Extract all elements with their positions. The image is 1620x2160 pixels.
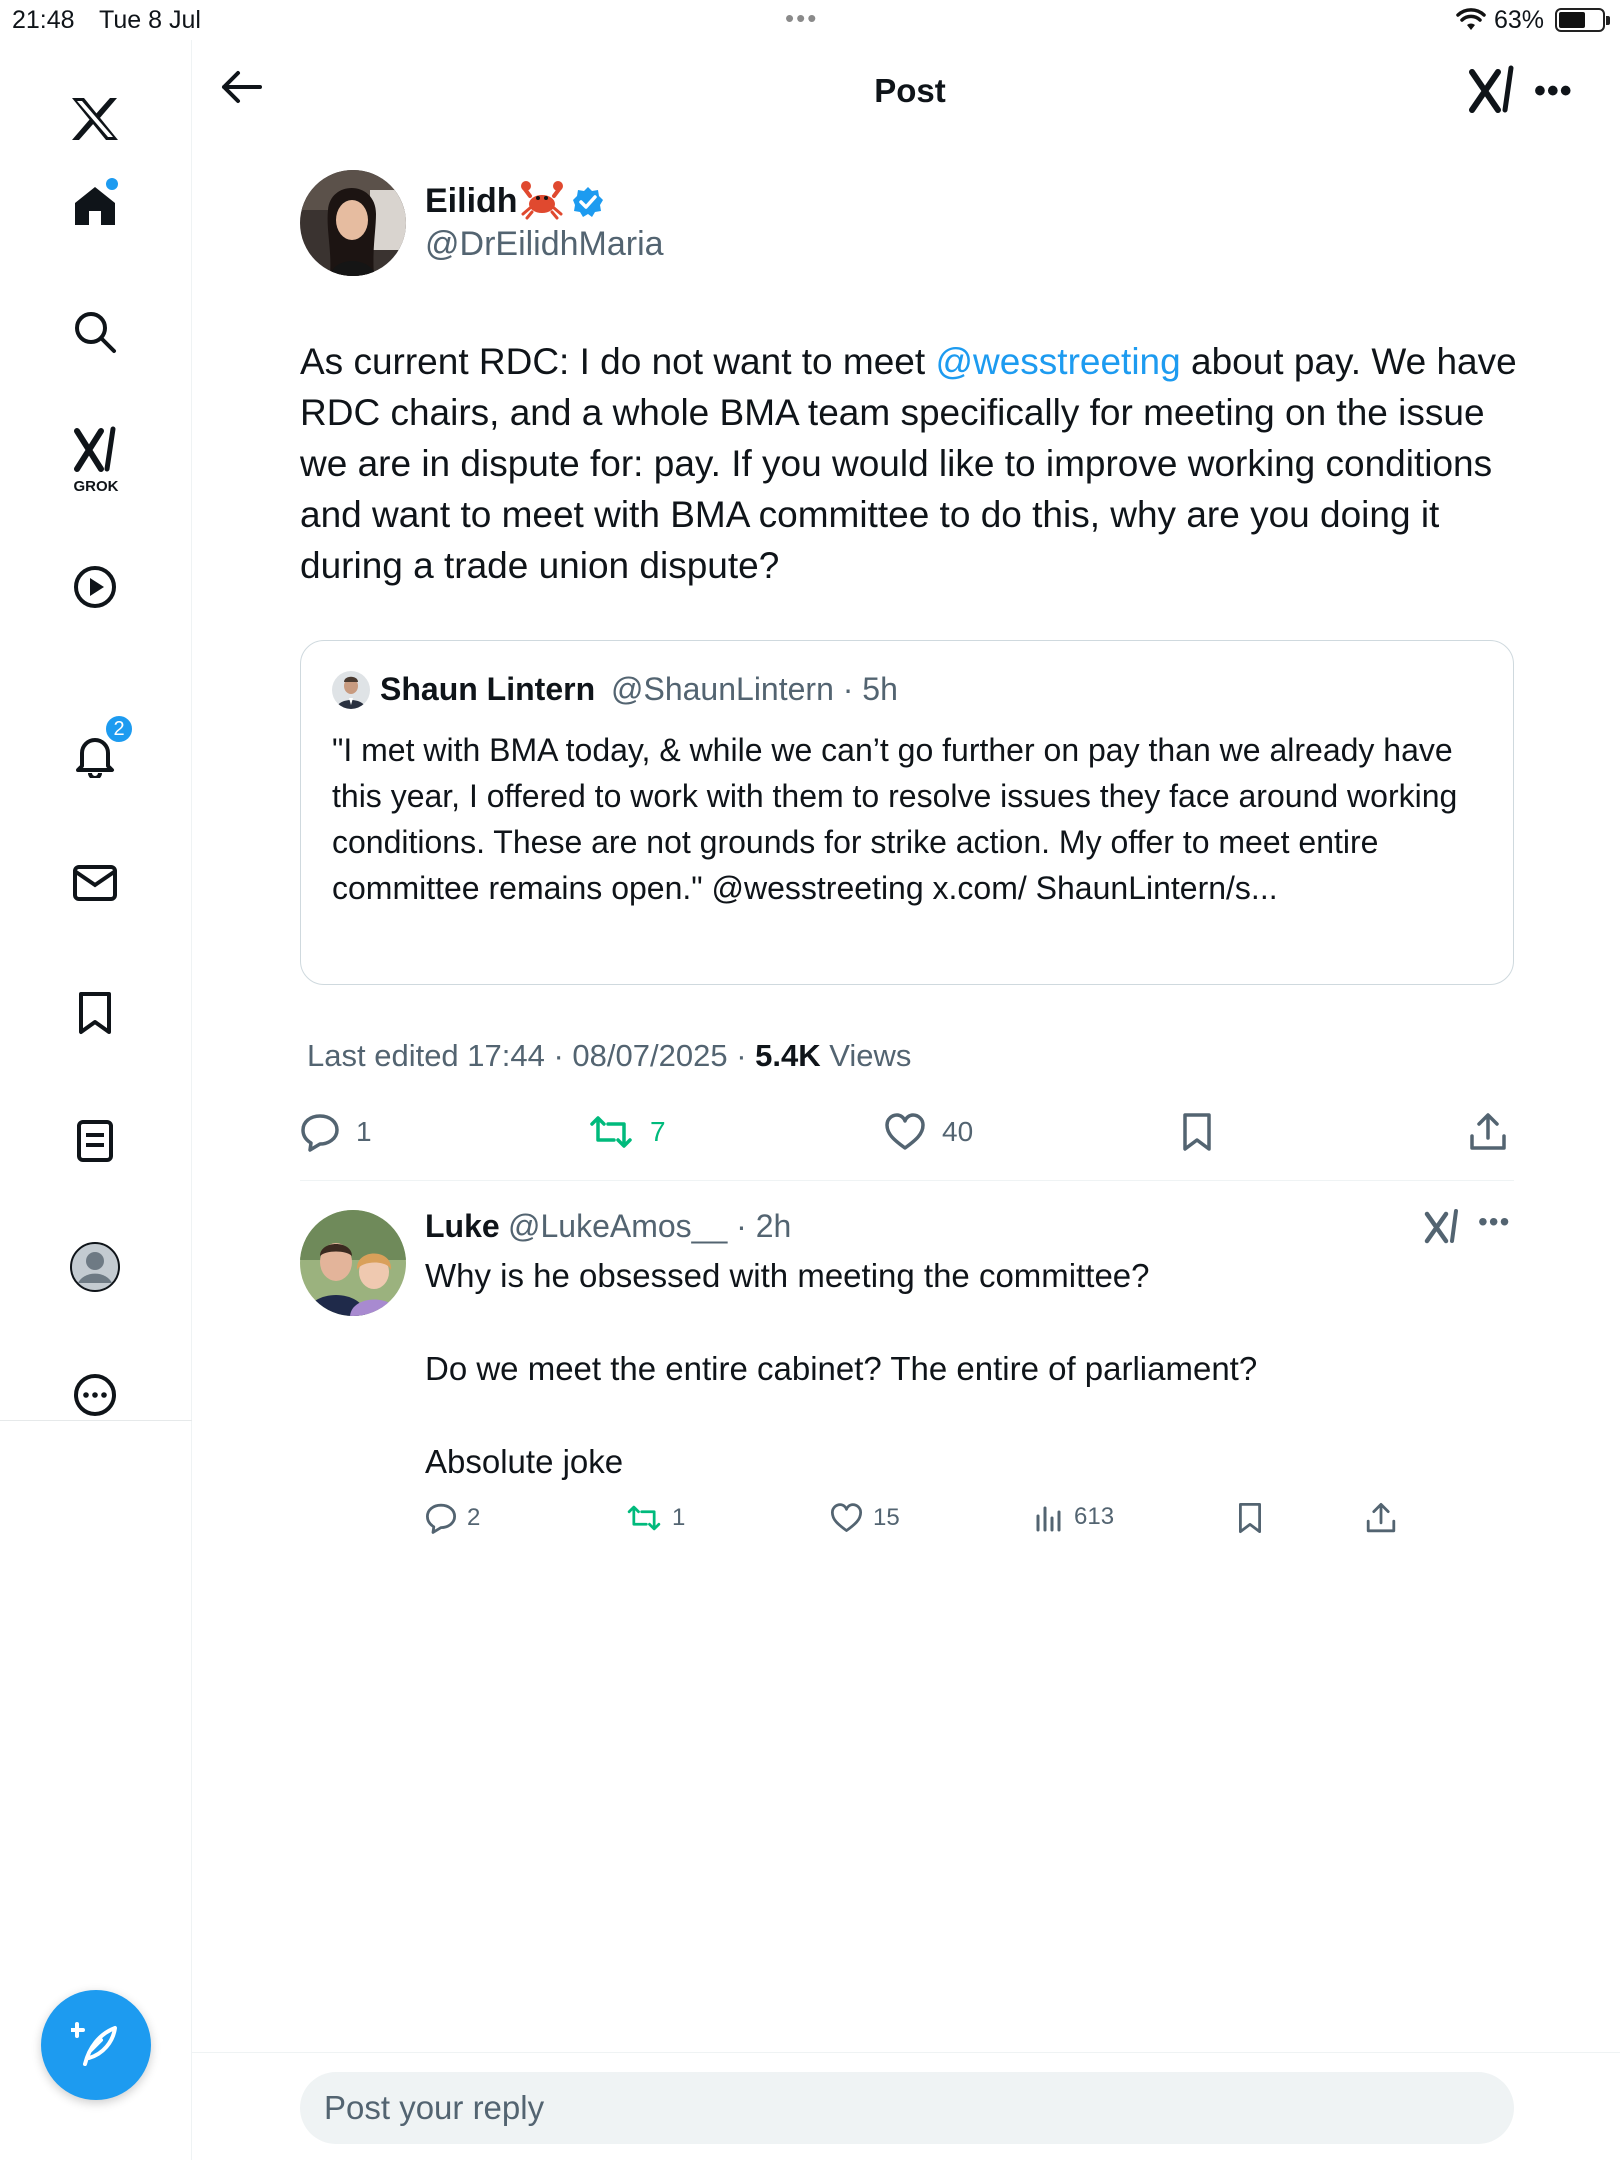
x-logo-icon[interactable] (66, 90, 124, 148)
page-title: Post (874, 72, 946, 109)
reply-views-count: 613 (1074, 1503, 1115, 1530)
crab-icon (520, 180, 564, 225)
views-count: 5.4K (755, 1038, 821, 1073)
avatar[interactable] (300, 170, 406, 276)
quote-author-name: Shaun Lintern (380, 671, 596, 707)
quote-avatar (332, 671, 370, 709)
reply-reply-button[interactable] (425, 1502, 480, 1534)
battery-percent: 63% (1494, 6, 1545, 34)
home-unread-dot (106, 178, 118, 190)
quoted-tweet[interactable] (300, 640, 1514, 985)
back-arrow-icon[interactable] (220, 70, 262, 109)
tweet-text-start: As current RDC: I do not want to meet (300, 341, 936, 382)
views-label: Views (829, 1038, 912, 1073)
multitasking-dots-icon[interactable]: ••• (785, 3, 819, 33)
reply-icon (425, 1502, 457, 1534)
more-circle-icon[interactable] (66, 1366, 124, 1424)
wifi-icon (1456, 8, 1486, 39)
reply-views-button[interactable] (1034, 1502, 1114, 1532)
like-button[interactable] (884, 1112, 973, 1152)
status-bar (0, 0, 1620, 40)
reply-reply-count: 2 (467, 1504, 481, 1531)
reply-button[interactable] (300, 1112, 372, 1152)
edited-timestamp[interactable]: Last edited 17:44 · 08/07/2025 (307, 1038, 728, 1073)
views-icon (1034, 1502, 1064, 1532)
sidebar-divider (0, 1420, 192, 1421)
more-options-icon[interactable]: ••• (1534, 72, 1573, 110)
share-icon (1468, 1112, 1508, 1152)
tweet-meta: Last edited 17:44 · 08/07/2025 · 5.4K Views (307, 1038, 912, 1073)
verified-icon (572, 186, 604, 223)
reply-like-button[interactable] (830, 1502, 900, 1534)
reply-like-count: 15 (873, 1504, 900, 1531)
status-time: 21:48 (12, 6, 75, 34)
list-icon[interactable] (66, 1112, 124, 1170)
notifications-badge: 2 (104, 714, 134, 744)
grok-label: GROK (73, 478, 119, 495)
grok-icon[interactable] (1468, 64, 1516, 119)
compose-button[interactable] (41, 1990, 151, 2100)
bookmark-icon (1236, 1502, 1264, 1534)
reply-text-line: Do we meet the entire cabinet? The entire of parliament? (425, 1350, 1258, 1387)
quote-author-handle: @ShaunLintern · 5h (611, 671, 898, 707)
repost-count: 7 (650, 1116, 666, 1147)
reply-bar-divider (192, 2052, 1620, 2053)
reply-repost-count: 1 (672, 1504, 686, 1531)
reply-share-button[interactable] (1365, 1502, 1397, 1534)
sidebar (0, 40, 192, 2160)
bell-icon[interactable] (66, 718, 125, 784)
mail-icon[interactable] (66, 854, 124, 912)
repost-icon (588, 1112, 634, 1152)
tweet-text (300, 336, 1520, 591)
bookmark-icon (1180, 1112, 1214, 1152)
share-icon (1365, 1502, 1397, 1534)
compose-icon (71, 2020, 121, 2070)
repost-icon (626, 1502, 662, 1534)
battery-fill (1559, 12, 1585, 28)
tweet-text-end: about pay. We have RDC chairs, and a whole BMA team specifically for meeting on the issue we are in dispute for: pay. If you would like to improve working conditions and want to meet with BMA committee to do this, why are you doing it during a trade union dispute? (300, 341, 1517, 586)
like-count: 40 (942, 1116, 974, 1147)
bookmark-icon[interactable] (66, 984, 124, 1042)
status-date: Tue 8 Jul (99, 6, 201, 34)
reply-avatar[interactable] (300, 1210, 406, 1316)
reply-more-icon[interactable]: ••• (1478, 1206, 1511, 1237)
grok-icon[interactable] (1424, 1208, 1460, 1249)
author-name[interactable]: Eilidh (425, 182, 518, 220)
share-button[interactable] (1468, 1112, 1508, 1152)
reply-text-line: Absolute joke (425, 1443, 624, 1480)
like-icon (884, 1112, 926, 1152)
repost-button[interactable] (588, 1112, 666, 1152)
reply-icon (300, 1112, 340, 1152)
reply-text-line: Why is he obsessed with meeting the committee? (425, 1257, 1150, 1294)
grok-icon[interactable] (66, 420, 124, 478)
reply-input[interactable] (300, 2072, 1514, 2144)
bookmark-button[interactable] (1180, 1112, 1214, 1152)
quote-text: "I met with BMA today, & while we can’t go further on pay than we already have this year, I offered to work with them to resolve issues they face around working conditions. These are not grounds for strike action. My offer to meet entire committee remains open." @wesstreeting x.com/ ShaunLintern/s... (332, 732, 1458, 906)
like-icon (830, 1502, 863, 1534)
profile-icon[interactable] (66, 1238, 124, 1296)
reply-author-handle[interactable]: @LukeAmos__ · 2h (508, 1208, 792, 1244)
mention-link[interactable]: @wesstreeting (935, 341, 1181, 382)
reply-count: 1 (356, 1116, 372, 1147)
search-icon[interactable] (66, 303, 124, 361)
reply-bookmark-button[interactable] (1236, 1502, 1264, 1534)
reply-author-name[interactable]: Luke (425, 1208, 500, 1244)
video-icon[interactable] (66, 558, 124, 616)
battery-icon (1555, 8, 1605, 32)
divider (300, 1180, 1514, 1181)
reply-repost-button[interactable] (626, 1502, 685, 1534)
author-handle[interactable]: @DrEilidhMaria (425, 225, 664, 263)
home-icon[interactable] (66, 176, 124, 234)
